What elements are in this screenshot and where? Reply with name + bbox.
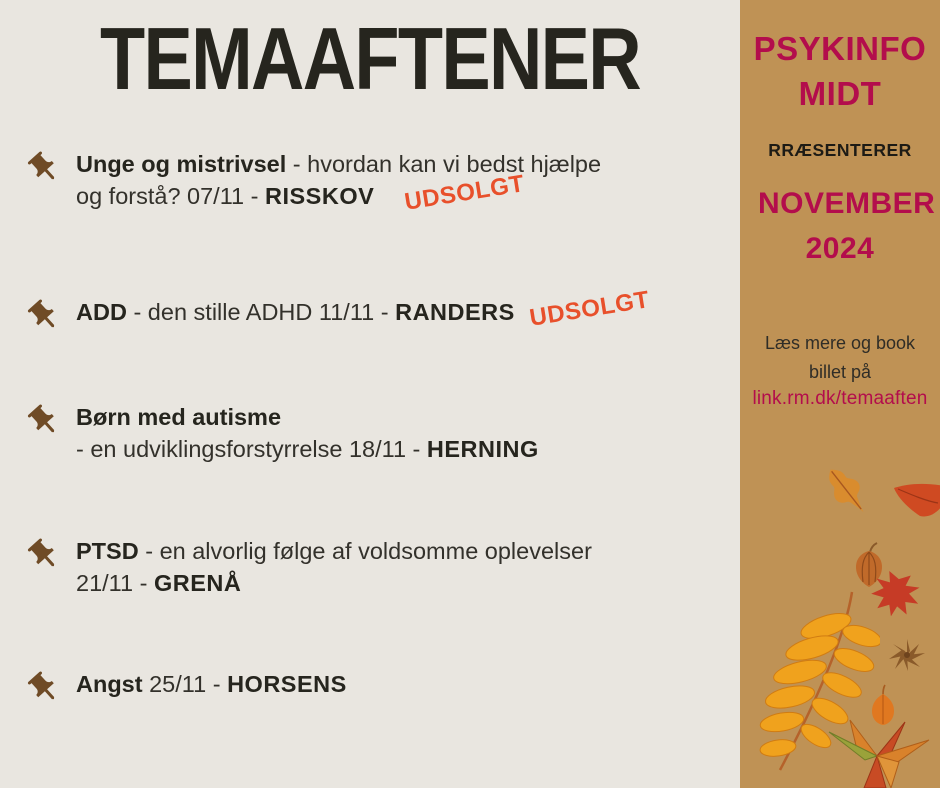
star-anise-icon <box>888 638 926 677</box>
event-description: og forstå? 07/11 - <box>76 183 265 209</box>
event-title: Angst <box>76 671 143 697</box>
pushpin-icon <box>26 298 66 338</box>
pushpin-icon <box>26 670 66 710</box>
event-city: RISSKOV <box>265 183 375 209</box>
pushpin-icon <box>26 537 66 577</box>
sidebar <box>740 0 940 788</box>
event-city: HERNING <box>426 436 539 462</box>
event-title: Børn med autisme <box>76 404 282 430</box>
event-item-add <box>26 286 716 338</box>
event-city: HORSENS <box>227 671 347 697</box>
pushpin-icon <box>26 150 66 190</box>
event-description: 21/11 - <box>76 570 154 596</box>
oak-leaf-icon <box>816 462 878 525</box>
month-title: NOVEMBER 2024 <box>758 187 936 265</box>
event-title: Unge og mistrivsel <box>76 151 287 177</box>
red-edge-leaf-icon <box>892 482 940 523</box>
event-text <box>76 148 602 216</box>
event-title: ADD <box>76 299 127 325</box>
event-city: RANDERS <box>395 299 515 325</box>
event-item-boern-med-autisme <box>26 401 716 465</box>
event-item-ptsd <box>26 535 716 599</box>
event-text <box>76 286 652 332</box>
event-description: - hvordan kan vi bedst hjælpe <box>286 151 602 177</box>
booking-link: link.rm.dk/temaaften <box>752 388 928 409</box>
event-text <box>76 535 592 599</box>
soldout-stamp: UDSOLGT <box>527 286 652 332</box>
org-name: PSYKINFO MIDT <box>753 30 927 112</box>
event-item-unge-og-mistrivsel <box>26 148 716 216</box>
event-description: 25/11 - <box>142 671 228 697</box>
event-description: - den stille ADHD 11/11 - <box>126 299 396 325</box>
booking-text: Læs mere og book billet på <box>764 333 916 382</box>
creeper-leaf-icon <box>820 718 935 788</box>
event-city: GRENÅ <box>153 570 242 596</box>
pushpin-icon <box>26 403 66 443</box>
presents-label: RRÆSENTERER <box>768 140 912 160</box>
event-title: PTSD <box>76 538 139 564</box>
event-description: - en udviklingsforstyrrelse 18/11 - <box>76 436 427 462</box>
soldout-stamp: UDSOLGT <box>403 170 527 216</box>
event-description: - en alvorlig følge af voldsomme oplevelser <box>138 538 592 564</box>
event-text <box>76 401 539 465</box>
page-title: TEMAAFTENER <box>99 9 640 108</box>
event-text <box>76 668 347 700</box>
event-item-angst <box>26 668 716 710</box>
